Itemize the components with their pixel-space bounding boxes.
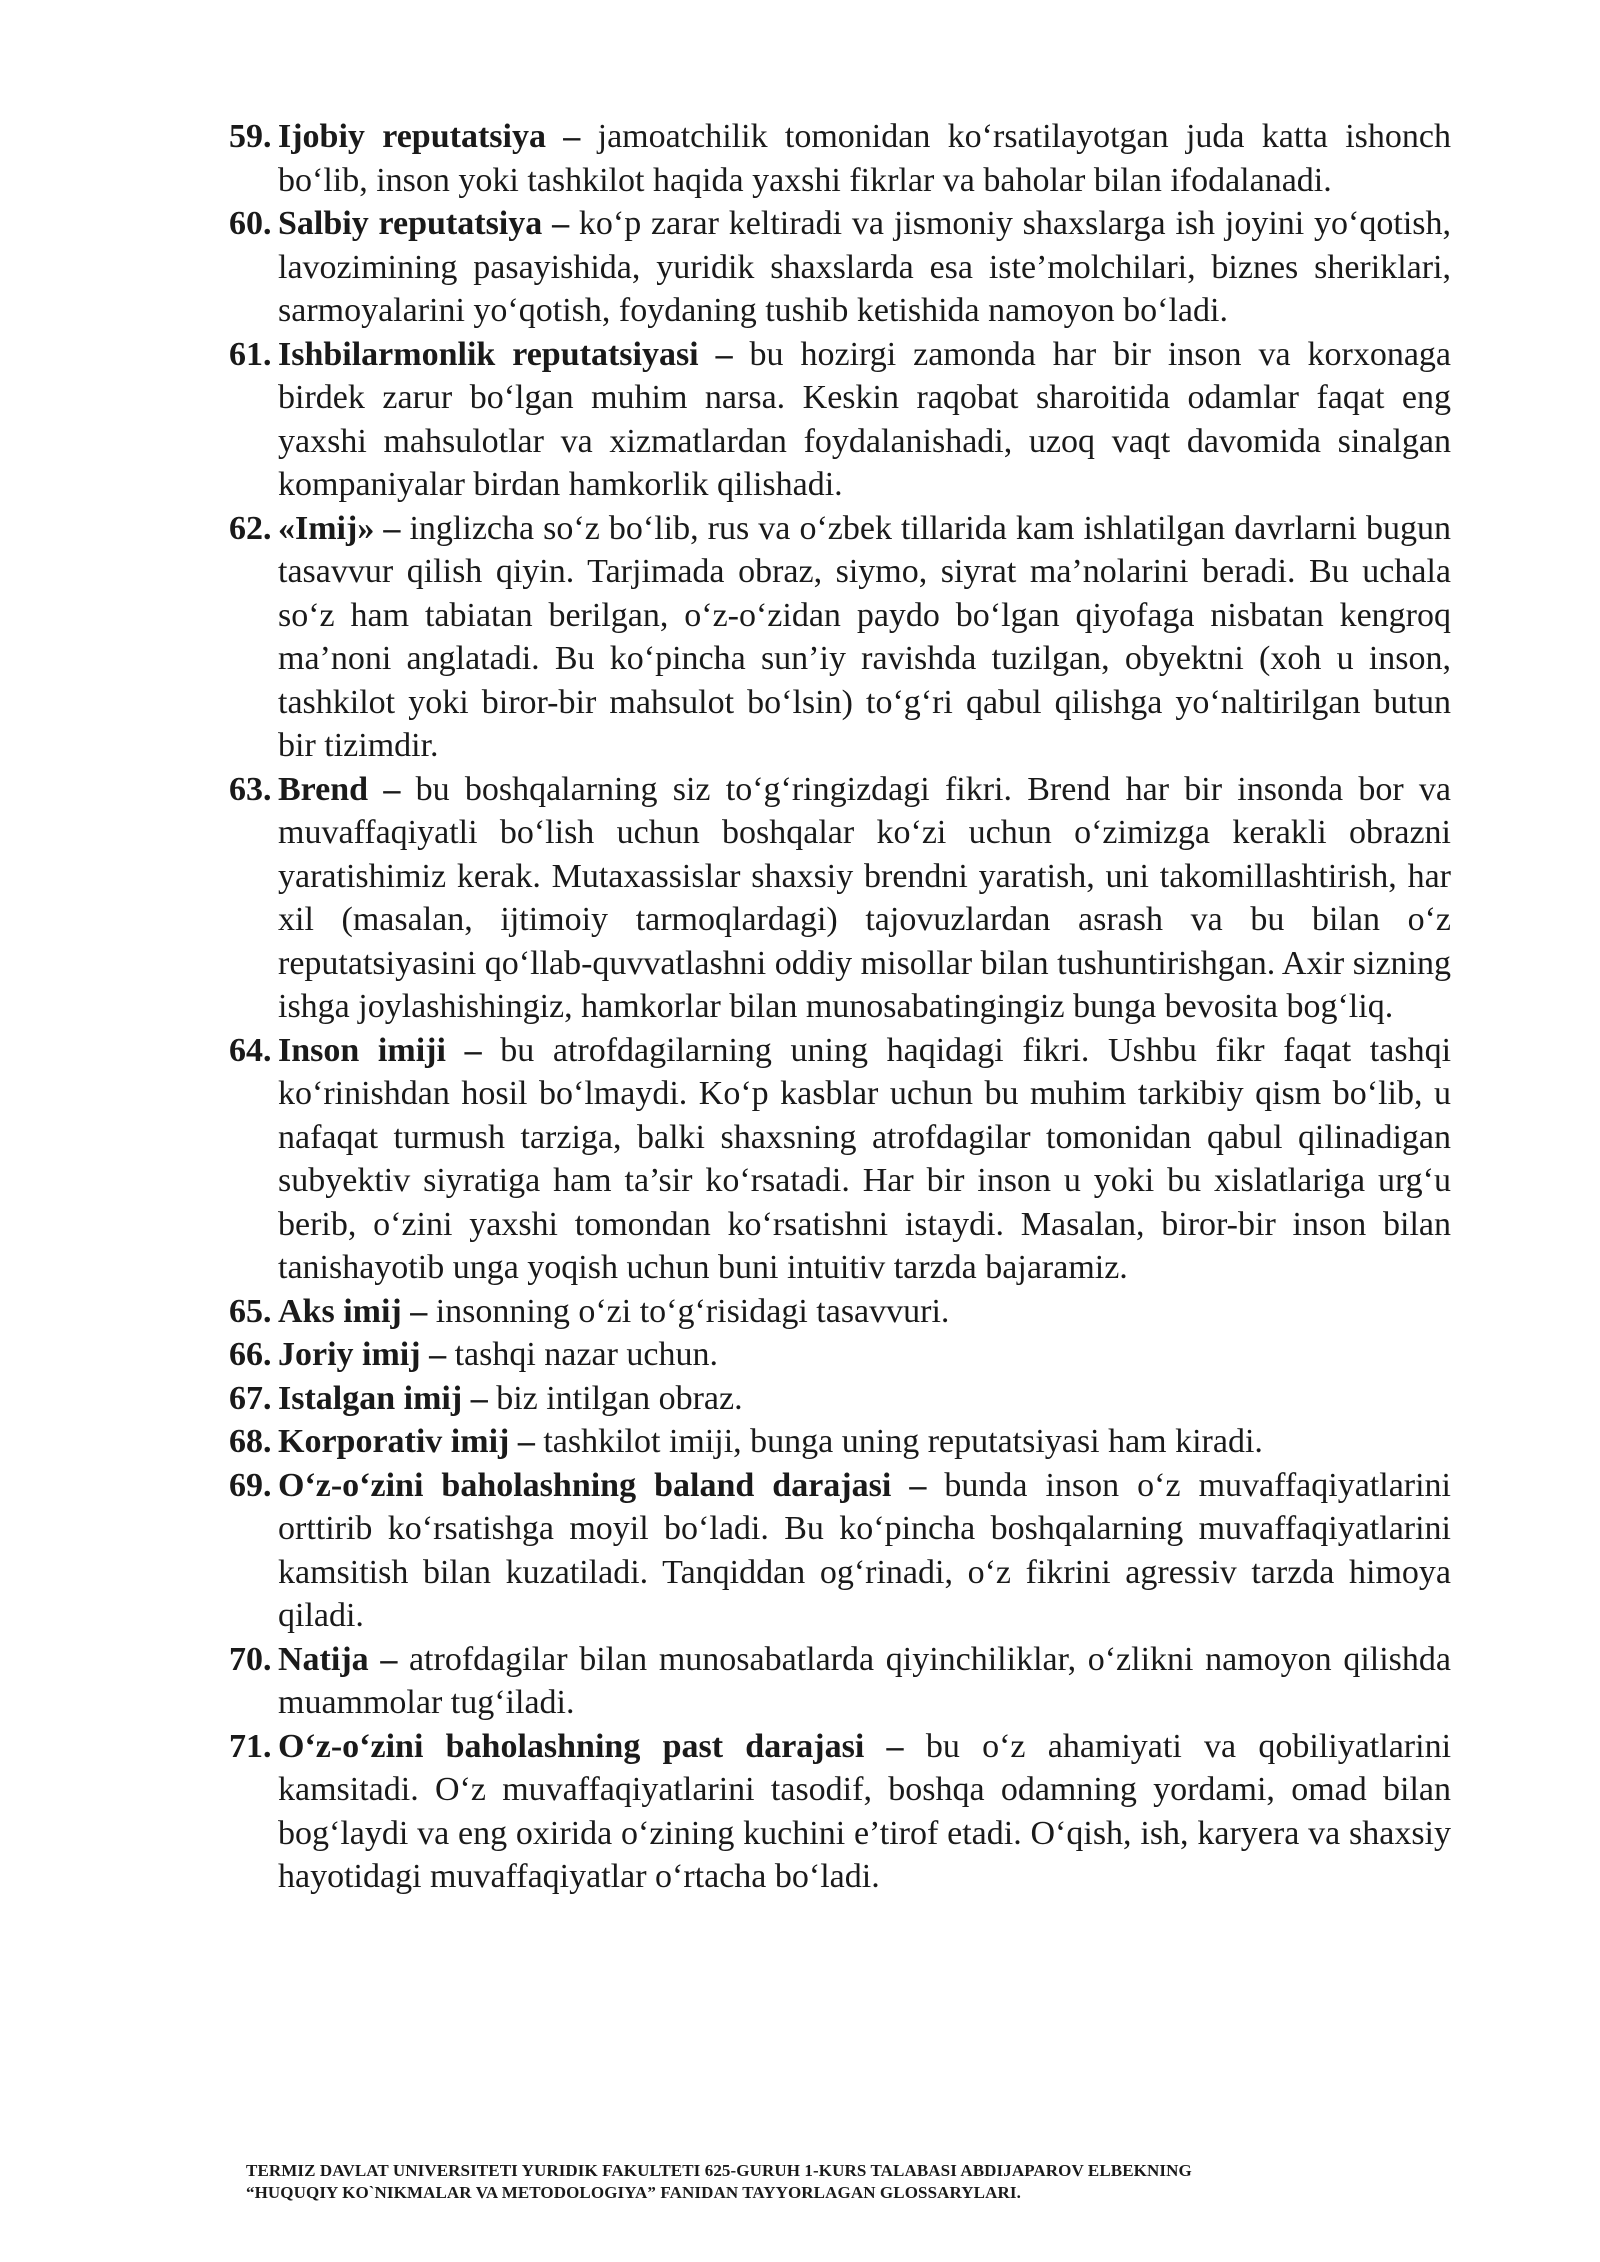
entry-definition: bu atrofdagilarning uning haqidagi fikri. Ushbu fikr faqat tashqi ko‘rinishdan hosil bo‘lmaydi. Ko‘p kasblar uchun bu muhim tarkibiy qism bo‘lib, u nafaqat turmush tarziga, balki shaxsning atrofdagilar tomonidan qabul qilinadigan subyektiv siyratiga ham ta’sir ko‘rsatadi. Har bir inson u yoki bu xislatlariga urg‘u berib, o‘zini yaxshi tomondan ko‘rsatishni istaydi. Masalan, biror-bir inson bilan tanishayotib unga yoqish uchun buni intuitiv tarzda bajaramiz.: [278, 1031, 1452, 1286]
glossary-entry: [229, 1420, 1451, 1464]
entry-term: O‘z-o‘zini baholashning baland darajasi: [278, 1466, 892, 1504]
entry-term: Korporativ imij: [278, 1423, 510, 1460]
entry-term: «Imij»: [278, 509, 375, 547]
entry-number: 62.: [229, 509, 272, 547]
glossary-entry: [229, 768, 1451, 1029]
glossary-entry: [229, 333, 1451, 507]
entry-term: Ijobiy reputatsiya: [278, 118, 546, 155]
entry-dash: –: [401, 1292, 436, 1330]
entry-number: 68.: [229, 1423, 272, 1460]
entry-dash: –: [368, 770, 416, 808]
entry-term: O‘z-o‘zini baholashning past darajasi: [278, 1727, 865, 1765]
footer-line-1: TERMIZ DAVLAT UNIVERSITETI YURIDIK FAKULTETI 625-GURUH 1-KURS TALABASI ABDIJAPAROV ELBEKNING: [246, 2161, 1192, 2180]
entry-number: 66.: [229, 1336, 272, 1373]
entry-dash: –: [420, 1336, 455, 1373]
entry-number: 71.: [229, 1727, 272, 1765]
entry-dash: –: [542, 205, 579, 242]
entry-definition: insonning o‘zi to‘g‘risidagi tasavvuri.: [435, 1292, 950, 1330]
entry-number: 67.: [229, 1379, 272, 1417]
entry-definition: bunda inson o‘z muvaffaqiyatlarini orttirib ko‘rsatishga moyil bo‘ladi. Bu ko‘pincha boshqalarning muvaffaqiyatlarini kamsitish bilan kuzatiladi. Tanqiddan og‘rinadi, o‘z fikrini agressiv tarzda himoya qiladi.: [278, 1466, 1451, 1634]
glossary-entry: [229, 115, 1451, 202]
entry-definition: bu hozirgi zamonda har bir inson va korxonaga birdek zarur bo‘lgan muhim narsa. Keskin raqobat sharoitida odamlar faqat eng yaxshi mahsulotlar va xizmatlardan foydalanishadi, uzoq vaqt davomida sinalgan kompaniyalar birdan hamkorlik qilishadi.: [278, 335, 1452, 503]
entry-dash: –: [368, 1640, 409, 1678]
entry-definition: jamoatchilik tomonidan ko‘rsatilayotgan juda katta ishonch bo‘lib, inson yoki tashkilot haqida yaxshi fikrlar va baholar bilan ifodalanadi.: [278, 118, 1451, 199]
entry-dash: –: [698, 335, 750, 373]
footer-line-2: “HUQUQIY KO`NIKMALAR VA METODOLOGIYA” FANIDAN TAYYORLAGAN GLOSSARYLARI.: [246, 2183, 1021, 2202]
entry-term: Ishbilarmonlik reputatsiyasi: [278, 335, 699, 373]
entry-term: Aks imij: [278, 1292, 402, 1330]
entry-term: Natija: [278, 1640, 369, 1678]
glossary-list: [229, 115, 1451, 1899]
glossary-entry: [229, 507, 1451, 768]
glossary-entry: [229, 1290, 1451, 1334]
page-footer: [246, 2160, 1446, 2204]
entry-term: Joriy imij: [278, 1336, 421, 1373]
entry-definition: ko‘p zarar keltiradi va jismoniy shaxslarga ish joyini yo‘qotish, lavozimining pasayishida, yuridik shaxslarda esa iste’molchilari, biznes sheriklari, sarmoyalarini yo‘qotish, foydaning tushib ketishida namoyon bo‘ladi.: [278, 205, 1451, 329]
entry-definition: bu o‘z ahamiyati va qobiliyatlarini kamsitadi. O‘z muvaffaqiyatlarini tasodif, boshqa odamning yordami, omad bilan bog‘laydi va eng oxirida o‘zining kuchini e’tirof etadi. O‘qish, ish, karyera va shaxsiy hayotidagi muvaffaqiyatlar o‘rtacha bo‘ladi.: [278, 1727, 1452, 1895]
entry-number: 61.: [229, 335, 272, 373]
entry-number: 60.: [229, 205, 272, 242]
entry-dash: –: [462, 1379, 497, 1417]
entry-term: Brend: [278, 770, 369, 808]
entry-number: 65.: [229, 1292, 272, 1330]
entry-number: 69.: [229, 1466, 272, 1504]
entry-number: 70.: [229, 1640, 272, 1678]
glossary-entry: [229, 1333, 1451, 1377]
entry-dash: –: [891, 1466, 945, 1504]
glossary-entry: [229, 1638, 1451, 1725]
entry-definition: tashqi nazar uchun.: [454, 1336, 718, 1373]
glossary-entry: [229, 1377, 1451, 1421]
entry-definition: bu boshqalarning siz to‘g‘ringizdagi fikri. Brend har bir insonda bor va muvaffaqiyatli bo‘lish uchun boshqalar ko‘zi uchun o‘zimizga kerakli obrazni yaratishimiz kerak. Mutaxassislar shaxsiy brendni yaratish, uni takomillashtirish, har xil (masalan, ijtimoiy tarmoqlardagi) tajovuzlardan asrash va bu bilan o‘z reputatsiyasini qo‘llab-quvvatlashni oddiy misollar bilan tushuntirishgan. Axir sizning ishga joylashishingiz, hamkorlar bilan munosabatingingiz bunga bevosita bog‘liq.: [278, 770, 1451, 1025]
entry-dash: –: [864, 1727, 926, 1765]
entry-term: Salbiy reputatsiya: [278, 205, 543, 242]
entry-term: Istalgan imij: [278, 1379, 463, 1417]
entry-dash: –: [445, 1031, 501, 1069]
entry-dash: –: [509, 1423, 544, 1460]
glossary-entry: [229, 1464, 1451, 1638]
entry-definition: tashkilot imiji, bunga uning reputatsiyasi ham kiradi.: [543, 1423, 1263, 1460]
entry-term: Inson imiji: [278, 1031, 446, 1069]
glossary-entry: [229, 1725, 1451, 1899]
entry-number: 59.: [229, 118, 272, 155]
entry-dash: –: [545, 118, 598, 155]
glossary-entry: [229, 1029, 1451, 1290]
entry-number: 63.: [229, 770, 272, 808]
entry-definition: atrofdagilar bilan munosabatlarda qiyinchiliklar, o‘zlikni namoyon qilishda muammolar tug‘iladi.: [278, 1640, 1451, 1721]
entry-definition: biz intilgan obraz.: [496, 1379, 743, 1417]
entry-definition: inglizcha so‘z bo‘lib, rus va o‘zbek tillarida kam ishlatilgan davrlarni bugun tasavvur qilish qiyin. Tarjimada obraz, siymo, siyrat ma’nolarini beradi. Bu uchala so‘z ham tabiatan berilgan, o‘z-o‘zidan paydo bo‘lgan qiyofaga nisbatan kengroq ma’noni anglatadi. Bu ko‘pincha sun’iy ravishda tuzilgan, obyektni (xoh u inson, tashkilot yoki biror-bir mahsulot bo‘lsin) to‘g‘ri qabul qilishga yo‘naltirilgan butun bir tizimdir.: [278, 509, 1451, 764]
entry-dash: –: [374, 509, 410, 547]
glossary-entry: [229, 202, 1451, 333]
entry-number: 64.: [229, 1031, 272, 1069]
